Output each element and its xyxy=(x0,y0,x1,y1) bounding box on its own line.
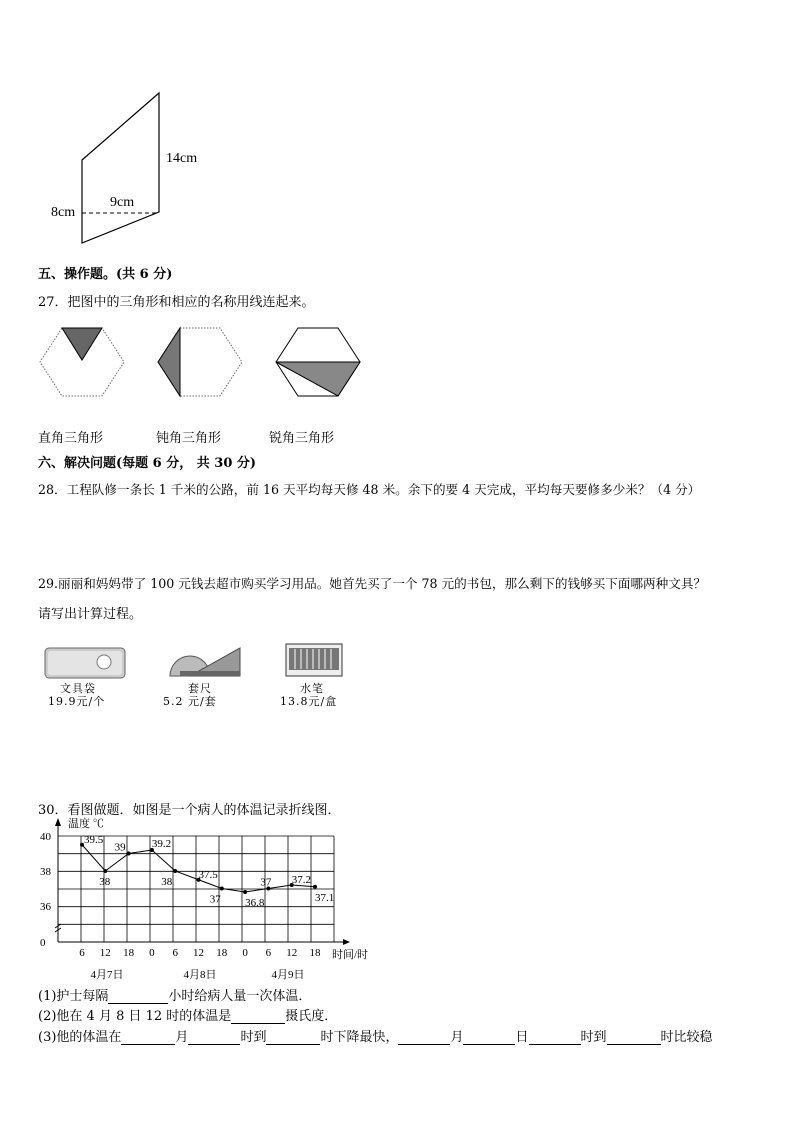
x-tick-label: 12 xyxy=(99,947,111,959)
data-point xyxy=(243,890,247,894)
label-14cm: 14cm xyxy=(166,151,198,166)
data-point xyxy=(173,869,177,873)
x-tick-label: 6 xyxy=(172,947,178,959)
data-point xyxy=(103,869,107,873)
y-tick-label: 38 xyxy=(40,866,51,878)
label-acute-triangle: 锐角三角形 xyxy=(269,431,335,446)
q30-1-blank[interactable] xyxy=(108,990,168,1004)
x-tick-label: 12 xyxy=(193,947,204,959)
label-9cm: 9cm xyxy=(110,195,135,210)
data-label: 39 xyxy=(114,841,126,854)
section5-title: 五、操作题。(共 6 分) xyxy=(38,267,173,282)
label-obtuse-triangle: 钝角三角形 xyxy=(156,431,222,446)
q30-3-text-month: 月 xyxy=(175,1030,189,1045)
date-label: 4月9日 xyxy=(271,969,305,981)
x-axis-arrow xyxy=(343,939,350,945)
date-label: 4月8日 xyxy=(183,969,217,981)
y-axis-label: 温度 ℃ xyxy=(68,818,104,830)
q30-3-blank-3[interactable] xyxy=(266,1031,320,1045)
q30-3-text-from-2: 时到 xyxy=(580,1030,607,1045)
item-3-name: 水笔 xyxy=(300,682,324,695)
x-axis-label: 时间/时 xyxy=(332,949,369,961)
label-right-triangle: 直角三角形 xyxy=(38,431,104,446)
section6-title: 六、解决问题(每题 6 分， 共 30 分) xyxy=(38,456,257,471)
data-point xyxy=(220,887,224,891)
q30-3-prefix: (3)他的体温在 xyxy=(38,1030,122,1045)
q30-3-text-month-2: 月 xyxy=(450,1030,464,1045)
q30-1-prefix: (1)护士每隔 xyxy=(38,989,109,1004)
data-point xyxy=(127,852,131,856)
q30-3-text-fastest: 时下降最快， xyxy=(320,1030,399,1045)
q29-text-line1: 29.丽丽和妈妈带了 100 元钱去超市购买学习用品。她首先买了一个 78 元的书包，那么剩下的钱够买下面哪两种文具？ xyxy=(38,576,707,591)
date-label: 4月7日 xyxy=(90,969,124,981)
q30-2-prefix: (2)他在 4 月 8 日 12 时的体温是 xyxy=(38,1009,232,1024)
q30-3-text-day: 日 xyxy=(515,1030,529,1045)
data-label: 39.2 xyxy=(151,838,172,850)
data-label: 38 xyxy=(161,876,173,888)
y-tick-label: 36 xyxy=(40,901,51,913)
item-1-price: 19.9元/个 xyxy=(48,695,106,708)
data-label: 37 xyxy=(209,893,221,906)
item-2-price: 5.2 元/套 xyxy=(163,695,217,708)
q30-1-suffix: 小时给病人量一次体温． xyxy=(168,989,312,1004)
q30-2-suffix: 摄氏度． xyxy=(285,1009,338,1024)
data-label: 37.1 xyxy=(315,891,335,904)
q30-3-text-from: 时到 xyxy=(240,1030,267,1045)
q30-3-blank-1[interactable] xyxy=(121,1031,175,1045)
q30-3-text-stable: 时比较稳 xyxy=(660,1030,713,1045)
x-tick-label: 6 xyxy=(265,947,272,959)
item-2-name: 套尺 xyxy=(188,682,212,695)
q30-text: 30．看图做题．如图是一个病人的体温记录折线图． xyxy=(38,803,341,818)
q30-2-blank[interactable] xyxy=(231,1010,285,1024)
label-8cm: 8cm xyxy=(51,205,76,220)
y-axis-arrow xyxy=(55,818,61,826)
x-tick-label: 12 xyxy=(286,947,298,959)
q30-3-blank-7[interactable] xyxy=(607,1031,661,1045)
item-3-price: 13.8元/盒 xyxy=(280,695,338,708)
data-label: 37 xyxy=(260,876,272,889)
data-label: 36.8 xyxy=(245,897,265,909)
q30-3-blank-5[interactable] xyxy=(463,1031,515,1045)
data-label: 37.2 xyxy=(291,874,311,886)
y-tick-label: 40 xyxy=(40,831,51,843)
data-label: 37.5 xyxy=(198,868,218,881)
x-tick-label: 18 xyxy=(216,947,228,959)
data-label: 38 xyxy=(99,876,111,888)
x-tick-label: 6 xyxy=(79,947,85,959)
q30-3-blank-4[interactable] xyxy=(398,1031,450,1045)
q30-3-blank-2[interactable] xyxy=(188,1031,240,1045)
x-tick-label: 0 xyxy=(149,947,155,959)
x-tick-label: 0 xyxy=(242,947,248,959)
q27-text: 27．把图中的三角形和相应的名称用线连起来。 xyxy=(38,295,315,310)
item-1-name: 文具袋 xyxy=(60,682,96,695)
data-label: 39.5 xyxy=(84,833,104,846)
q29-text-line2: 请写出计算过程。 xyxy=(38,607,143,622)
x-tick-label: 18 xyxy=(123,947,135,959)
y-tick-label: 0 xyxy=(40,937,46,949)
q30-3-blank-6[interactable] xyxy=(529,1031,581,1045)
x-tick-label: 18 xyxy=(309,947,321,959)
data-point xyxy=(313,885,317,889)
q28-text: 28．工程队修一条长 1 千米的公路，前 16 天平均每天修 48 米。余下的要 4 天完成，平均每天要修多少米？（4 分） xyxy=(38,482,701,497)
